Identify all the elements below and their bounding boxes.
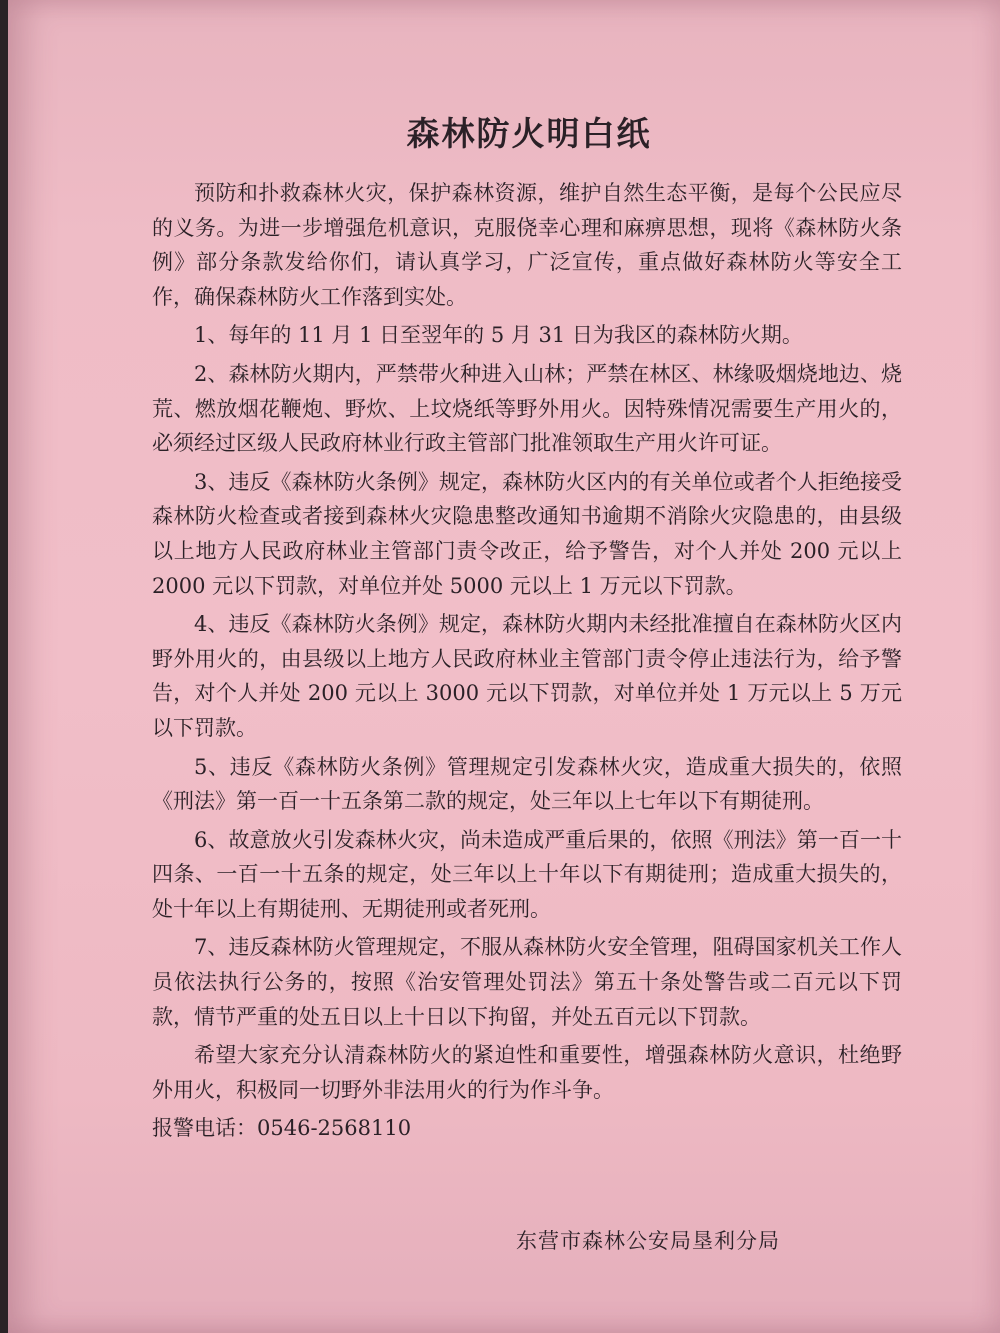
clause-5: 5、违反《森林防火条例》管理规定引发森林火灾，造成重大损失的，依照《刑法》第一百一十五条第二款的规定，处三年以上七年以下有期徒刑。 xyxy=(152,754,902,814)
page-title: 森林防火明白纸 xyxy=(406,114,652,153)
issuer-signature: 东营市森林公安局垦利分局 xyxy=(516,1229,780,1253)
clause-1: 1、每年的 11 月 1 日至翌年的 5 月 31 日为我区的森林防火期。 xyxy=(194,323,803,348)
document-body xyxy=(152,176,902,1150)
clause-6: 6、故意放火引发森林火灾，尚未造成严重后果的，依照《刑法》第一百一十四条、一百一十五条的规定，处三年以上十年以下有期徒刑；造成重大损失的，处十年以上有期徒刑、无期徒刑或者死刑。 xyxy=(152,827,902,921)
intro-paragraph: 预防和扑救森林火灾，保护森林资源，维护自然生态平衡，是每个公民应尽的义务。为进一步增强危机意识，克服侥幸心理和麻痹思想，现将《森林防火条例》部分条款发给你们，请认真学习，广泛宣传，重点做好森林防火等安全工作，确保森林防火工作落到实处。 xyxy=(152,181,902,309)
closing-paragraph: 希望大家充分认清森林防火的紧迫性和重要性，增强森林防火意识，杜绝野外用火，积极同一切野外非法用火的行为作斗争。 xyxy=(152,1043,902,1102)
document-page xyxy=(8,0,1000,1333)
hotline: 报警电话：0546-2568110 xyxy=(152,1116,412,1141)
clause-2: 2、森林防火期内，严禁带火种进入山林；严禁在林区、林缘吸烟烧地边、烧荒、燃放烟花鞭炮、野炊、上坟烧纸等野外用火。因特殊情况需要生产用火的，必须经过区级人民政府林业行政主管部门批准领取生产用火许可证。 xyxy=(152,361,902,456)
clause-7: 7、违反森林防火管理规定，不服从森林防火安全管理，阻碍国家机关工作人员依法执行公务的，按照《治安管理处罚法》第五十条处警告或二百元以下罚款，情节严重的处五日以上十日以下拘留，并处五百元以下罚款。 xyxy=(152,935,902,1029)
clause-3: 3、违反《森林防火条例》规定，森林防火区内的有关单位或者个人拒绝接受森林防火检查或者接到森林火灾隐患整改通知书逾期不消除火灾隐患的，由县级以上地方人民政府林业主管部门责令改正，给予警告，对个人并处 200 元以上 2000 元以下罚款，对单位并处 5000 元以上 1 万元以下罚款。 xyxy=(152,469,902,598)
clause-4: 4、违反《森林防火条例》规定，森林防火期内未经批准擅自在森林防火区内野外用火的，由县级以上地方人民政府林业主管部门责令停止违法行为，给予警告，对个人并处 200 元以上 3000 元以下罚款，对单位并处 1 万元以上 5 万元以下罚款。 xyxy=(152,612,902,740)
